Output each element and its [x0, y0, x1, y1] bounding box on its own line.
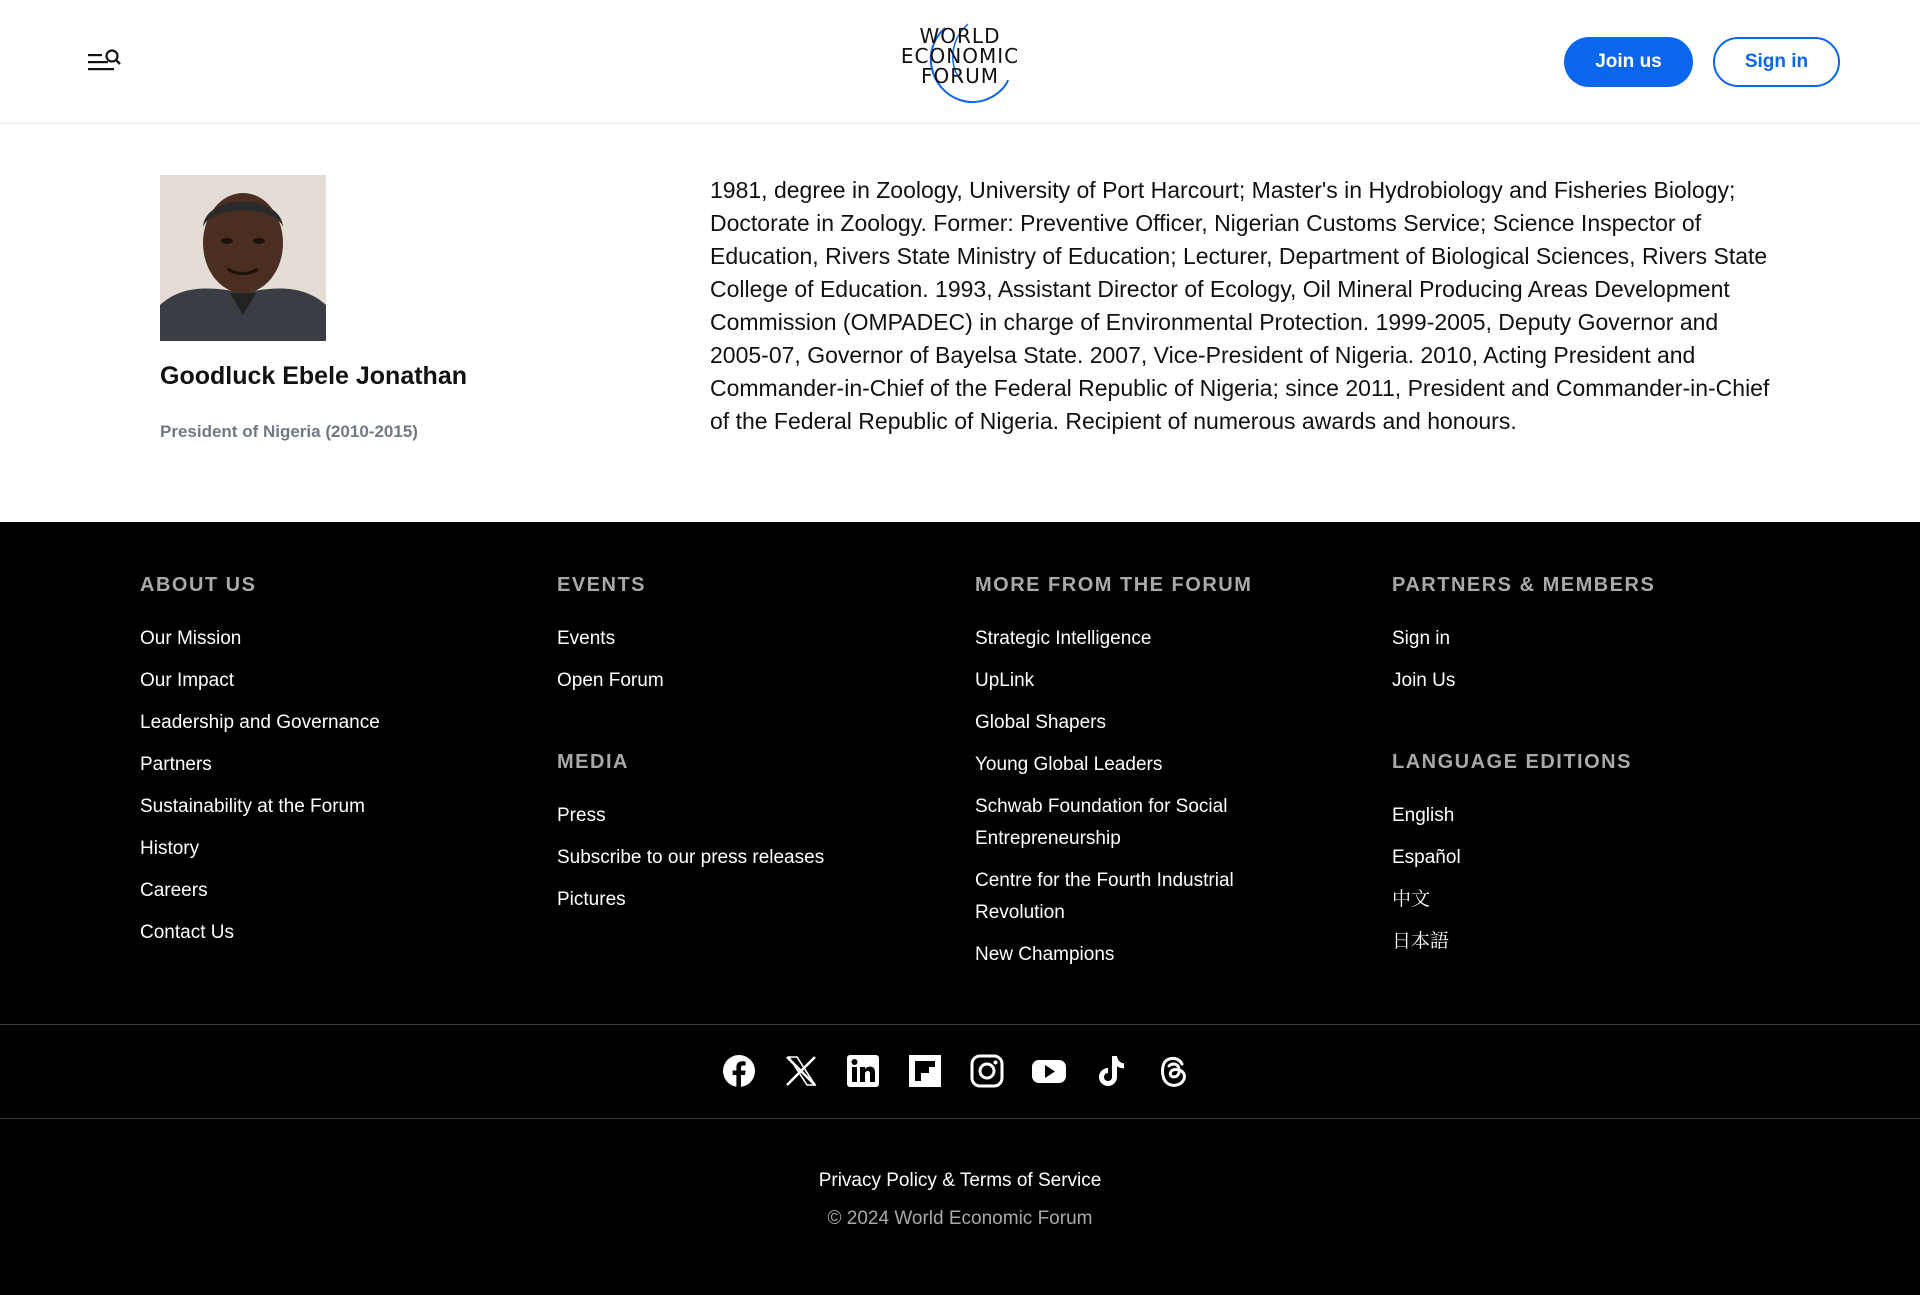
profile-photo [160, 175, 326, 341]
logo-line-2: ECONOMIC [900, 44, 1020, 68]
footer-heading-more: MORE FROM THE FORUM [975, 574, 1253, 596]
footer-link[interactable]: Sign in [1392, 628, 1451, 649]
footer-heading-events: EVENTS [557, 574, 647, 596]
footer-link[interactable]: 日本語 [1392, 931, 1450, 952]
footer-link[interactable]: Sustainability at the Forum [140, 796, 365, 817]
footer-link[interactable]: UpLink [975, 670, 1035, 691]
footer-link[interactable]: Leadership and Governance [140, 712, 380, 733]
footer-link[interactable]: Partners [140, 754, 212, 775]
footer-link[interactable]: History [140, 838, 200, 859]
site-header [0, 0, 1920, 124]
footer-divider-top [0, 1024, 1920, 1025]
footer-link[interactable]: English [1392, 805, 1455, 826]
footer-link[interactable]: Events [557, 628, 616, 649]
profile-name: Goodluck Ebele Jonathan [160, 362, 467, 390]
privacy-terms-link[interactable]: Privacy Policy & Terms of Service [818, 1170, 1102, 1191]
footer-col-more [975, 574, 1305, 981]
menu-search-icon [86, 46, 124, 80]
footer-link[interactable]: Our Impact [140, 670, 234, 691]
social-links [722, 1054, 1190, 1088]
footer-link[interactable]: Young Global Leaders [975, 754, 1163, 775]
tiktok-icon[interactable] [1094, 1054, 1128, 1088]
footer-divider-bottom [0, 1118, 1920, 1119]
youtube-icon[interactable] [1032, 1054, 1066, 1088]
footer-link[interactable]: Global Shapers [975, 712, 1106, 733]
footer-link[interactable]: Subscribe to our press releases [557, 847, 825, 868]
profile-bio: 1981, degree in Zoology, University of Port Harcourt; Master's in Hydrobiology and Fisheries Biology; Doctorate in Zoology. Former: Preventive Officer, Nigerian Customs Service; Science Inspector of Education, Rivers State Ministry of Education; Lecturer, Department of Biological Sciences, Rivers State College of Education. 1993, Assistant Director of Ecology, Oil Mineral Producing Areas Development Commission (OMPADEC) in charge of Environmental Protection. 1999-2005, Deputy Governor and 2005-07, Governor of Bayelsa State. 2007, Vice-President of Nigeria. 2010, Acting President and Commander-in-Chief of the Federal Republic of Nigeria; since 2011, President and Commander-in-Chief of the Federal Republic of Nigeria. Recipient of numerous awards and honours. [710, 177, 1770, 434]
footer-link[interactable]: Schwab Foundation for Social Entrepreneurship [975, 796, 1228, 849]
logo-line-1: WORLD [919, 24, 1001, 48]
footer-link[interactable]: Press [557, 805, 606, 826]
threads-icon[interactable] [1156, 1054, 1190, 1088]
footer-link[interactable]: Contact Us [140, 922, 234, 943]
footer-link[interactable]: Join Us [1392, 670, 1456, 691]
footer-heading-about: ABOUT US [140, 574, 257, 596]
footer-col-about [140, 574, 380, 959]
facebook-icon[interactable] [722, 1054, 756, 1088]
instagram-icon[interactable] [970, 1054, 1004, 1088]
footer-link[interactable]: 中文 [1392, 889, 1431, 910]
menu-search-button[interactable] [86, 46, 124, 80]
logo-line-3: FORUM [920, 64, 1000, 88]
portrait-image [160, 175, 326, 341]
flipboard-icon[interactable] [908, 1054, 942, 1088]
profile-role: President of Nigeria (2010-2015) [160, 422, 418, 441]
copyright: © 2024 World Economic Forum [827, 1208, 1093, 1229]
join-us-button[interactable]: Join us [1564, 37, 1693, 87]
footer-link[interactable]: Pictures [557, 889, 626, 910]
footer-link[interactable]: Español [1392, 847, 1461, 868]
sign-in-button[interactable]: Sign in [1713, 37, 1840, 87]
footer-col-partners [1392, 574, 1655, 968]
footer-link[interactable]: Our Mission [140, 628, 242, 649]
footer-heading-partners: PARTNERS & MEMBERS [1392, 574, 1656, 596]
wef-logo[interactable] [890, 20, 1030, 106]
footer-link[interactable]: New Champions [975, 944, 1115, 965]
footer-link[interactable]: Centre for the Fourth Industrial Revolution [975, 870, 1234, 923]
x-icon[interactable] [784, 1054, 818, 1088]
linkedin-icon[interactable] [846, 1054, 880, 1088]
footer-heading-languages: LANGUAGE EDITIONS [1392, 751, 1632, 773]
footer-col-events [557, 574, 824, 926]
footer-link[interactable]: Strategic Intelligence [975, 628, 1152, 649]
footer-link[interactable]: Open Forum [557, 670, 664, 691]
footer-heading-media: MEDIA [557, 751, 629, 773]
site-footer [0, 522, 1920, 1295]
footer-link[interactable]: Careers [140, 880, 208, 901]
